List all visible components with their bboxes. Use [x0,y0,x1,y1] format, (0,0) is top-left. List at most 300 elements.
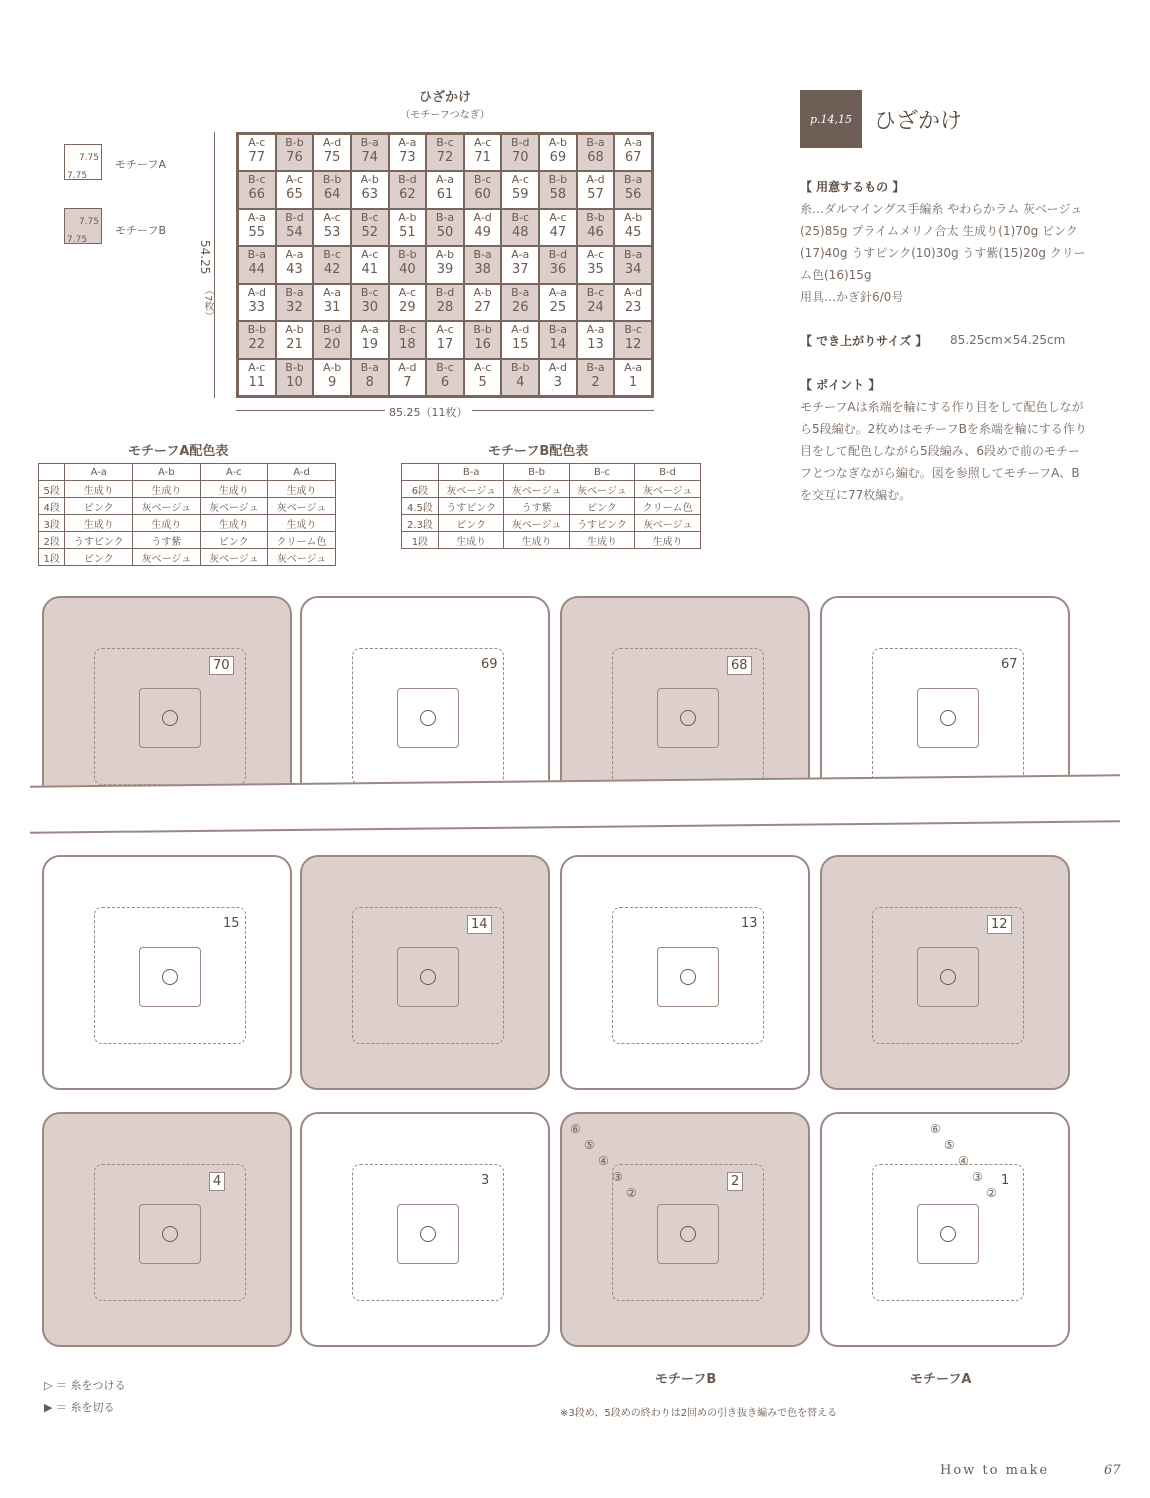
cell-number: 61 [436,187,454,203]
cell-type: B-b [473,323,492,337]
motif-number: 13 [738,915,761,932]
cell-number: 1 [629,374,638,390]
table-cell: 生成り [268,515,336,532]
grid-cell [426,171,464,208]
round-marker: ② [986,1186,997,1200]
round-marker: ③ [972,1170,983,1184]
cell-type: B-b [285,360,304,374]
grid-cell [464,359,502,396]
cell-number: 18 [399,337,416,353]
cell-number: 45 [624,224,642,240]
stitch-ring [680,969,696,985]
grid-cell [351,246,389,283]
table-cell: 灰ベージュ [504,481,569,498]
round-marker: ⑥ [570,1122,581,1136]
cell-type: B-d [285,210,304,224]
cell-number: 10 [286,374,303,390]
cell-type: B-b [548,173,568,187]
cell-type: B-b [322,173,342,187]
cell-type: B-d [322,323,342,337]
table-cell: ピンク [65,549,133,566]
grid-cell [426,359,464,396]
cell-number: 19 [361,337,378,353]
cell-number: 75 [323,150,341,165]
cell-type: A-d [624,285,643,299]
cell-type: B-b [247,323,267,337]
cell-number: 73 [399,150,416,165]
stitch-ring [940,969,956,985]
table-header: A-c [200,464,267,481]
grid-cell [238,359,276,396]
table-header: A-d [268,464,336,481]
stitch-ring [162,969,178,985]
cell-number: 37 [511,262,529,278]
grid-cell [577,171,615,208]
grid-cell [464,284,502,321]
cell-type: A-c [549,210,567,224]
cell-number: 17 [436,337,454,353]
grid-cell [539,284,577,321]
cell-number: 54 [286,224,303,240]
motif-b-chart [560,855,810,1090]
cell-number: 31 [323,299,341,315]
cell-type: A-c [361,248,379,262]
cell-type: B-a [360,360,379,374]
motif-a-chart [42,596,292,806]
cell-type: A-c [248,360,266,374]
table-header [39,464,65,481]
grid-cell [614,209,652,246]
cell-number: 4 [516,374,525,390]
cell-type: B-d [435,285,455,299]
cell-type: A-d [398,360,417,374]
table-cell: 生成り [200,481,267,498]
cell-number: 12 [624,337,642,353]
grid-cell [351,134,389,171]
cell-type: B-a [360,136,379,149]
cell-number: 34 [624,262,642,278]
table-cell: 灰ベージュ [268,549,336,566]
cell-number: 14 [549,337,567,353]
height-count: （7枚） [202,285,213,322]
cell-type: A-c [511,173,529,187]
table-cell: うす紫 [504,498,569,515]
materials-heading: 【 用意するもの 】 [800,180,905,194]
cell-number: 70 [511,150,529,165]
grid-cell [389,134,427,171]
grid-cell [614,359,652,396]
grid-cell [276,246,314,283]
grid-cell [539,171,577,208]
cell-type: A-b [473,285,492,299]
cell-type: B-d [398,173,417,187]
motif-number: 15 [220,915,243,932]
grid-cell [539,321,577,358]
table-header: A-a [65,464,133,481]
cell-type: B-a [285,285,304,299]
grid-cell [389,171,427,208]
cell-number: 50 [436,224,454,240]
grid-cell [351,359,389,396]
cell-number: 29 [399,299,416,315]
cell-type: B-b [285,136,304,149]
cell-type: B-c [398,323,417,337]
table-header: B-d [635,464,701,481]
table-cell: 灰ベージュ [569,481,635,498]
cell-type: A-c [398,285,416,299]
motif-a-chart [560,1112,810,1347]
cell-type: A-b [624,210,643,224]
stitch-ring [680,710,696,726]
cell-type: A-c [586,248,605,262]
motif-b-legend-label: モチーフB [115,224,166,237]
table-cell: 生成り [268,481,336,498]
cell-type: A-c [473,136,492,149]
stitch-ring [420,710,436,726]
cell-number: 9 [327,374,337,390]
table-cell: 灰ベージュ [635,515,701,532]
round-marker: ⑤ [944,1138,955,1152]
motif-number: 4 [209,1172,225,1191]
table-cell: うす紫 [133,532,200,549]
cell-number: 74 [361,150,378,165]
table-cell: 1段 [39,549,65,566]
table-cell: クリーム色 [268,532,336,549]
cell-type: B-b [586,210,605,224]
cell-type: B-a [624,248,643,262]
table-cell: 灰ベージュ [200,549,267,566]
cell-number: 44 [248,262,266,278]
table-cell: 6段 [402,481,439,498]
cell-type: B-d [548,248,568,262]
cell-number: 51 [399,224,416,240]
layout-subtitle: （モチーフつなぎ） [400,110,490,121]
cell-type: B-b [398,248,417,262]
table-header: A-b [133,464,200,481]
round-marker: ④ [598,1154,609,1168]
table-cell: 5段 [39,481,65,498]
stitch-ring [162,710,178,726]
cell-number: 27 [474,299,491,315]
table-a-title: モチーフA配色表 [128,444,229,459]
cell-number: 49 [474,224,491,240]
cell-type: A-c [285,173,304,187]
cell-number: 42 [323,262,341,278]
cell-number: 63 [361,187,378,203]
cell-number: 7 [403,374,412,390]
cell-number: 33 [248,299,266,315]
cell-type: A-d [322,136,342,149]
cell-number: 35 [587,262,604,278]
motif-b-chart [300,596,550,806]
stitch-ring [420,969,436,985]
cell-type: A-b [285,323,304,337]
table-cell: 生成り [133,515,200,532]
cell-type: A-c [436,323,454,337]
motif-number: 12 [987,915,1012,934]
cut-yarn-legend: ▶ ＝ 糸を切る [44,1401,115,1414]
motif-layout-grid [236,132,654,398]
table-cell: 生成り [635,532,701,549]
color-change-note: ※3段め、5段めの終わりは2回めの引き抜き編みで色を替える [560,1408,838,1419]
cell-number: 39 [436,262,454,278]
grid-cell [276,209,314,246]
cell-type: B-c [624,323,642,337]
table-cell: 3段 [39,515,65,532]
grid-cell [313,246,351,283]
materials-text: 糸…ダルマイングス手編糸 やわらかラム 灰ベージュ(25)85g プライムメリノ合太 生成り(1)70g ピンク(17)40g うすピンク(10)30g うす紫(15)20g クリーム色(16)15g [800,202,1086,282]
cell-type: A-d [586,173,605,187]
grid-cell [614,134,652,171]
motif-b-chart [42,855,292,1090]
grid-cell [577,321,615,358]
cell-type: A-a [247,210,266,224]
cell-number: 23 [624,299,642,315]
cell-number: 28 [436,299,454,315]
cell-type: B-a [586,360,605,374]
grid-cell [426,134,464,171]
round-marker: ⑥ [930,1122,941,1136]
cell-number: 16 [474,337,491,353]
cell-number: 3 [553,374,563,390]
color-table-b [401,463,701,549]
cell-number: 52 [361,224,378,240]
grid-cell [501,359,539,396]
cell-number: 6 [440,374,450,390]
cell-number: 69 [549,150,567,165]
motif-a-legend-label: モチーフA [115,158,166,171]
grid-cell [464,209,502,246]
motif-a-caption: モチーフA [910,1372,972,1387]
cell-type: B-c [436,360,454,374]
cell-type: A-d [511,323,530,337]
table-b-title: モチーフB配色表 [488,444,589,459]
size-heading: 【 でき上がりサイズ 】 [800,334,928,348]
cell-number: 66 [248,187,266,203]
grid-cell [238,284,276,321]
grid-cell [501,321,539,358]
table-cell: 4段 [39,498,65,515]
table-cell: うすピンク [65,532,133,549]
grid-cell [238,134,276,171]
cell-number: 46 [587,224,604,240]
grid-cell [614,284,652,321]
grid-cell [577,209,615,246]
table-cell: 生成り [438,532,504,549]
stitch-ring [420,1226,436,1242]
cell-type: A-d [548,360,568,374]
grid-cell [276,134,314,171]
cell-number: 56 [624,187,642,203]
cell-type: B-a [586,136,605,149]
table-header: B-c [569,464,635,481]
height-label: 54.25 [198,240,212,275]
cell-type: A-c [248,136,266,149]
grid-cell [351,321,389,358]
size-value: 85.25cm×54.25cm [950,333,1066,347]
motif-number: 67 [998,656,1021,673]
cell-type: A-a [586,323,605,337]
grid-cell [614,321,652,358]
grid-cell [501,284,539,321]
grid-cell [539,246,577,283]
cell-type: B-c [436,136,454,149]
cell-number: 22 [248,337,266,353]
cell-type: B-c [323,248,341,262]
table-header [402,464,439,481]
motif-b-legend-square: 7.75 7.75 [64,208,102,244]
table-cell: 2段 [39,532,65,549]
cell-type: B-a [435,210,455,224]
round-marker: ④ [958,1154,969,1168]
grid-cell [464,321,502,358]
grid-cell [426,284,464,321]
cell-number: 24 [587,299,604,315]
grid-cell [464,246,502,283]
grid-cell [238,171,276,208]
height-dimension-line [214,132,215,398]
cell-type: A-d [473,210,492,224]
grid-cell [539,209,577,246]
grid-cell [426,246,464,283]
cell-type: A-a [624,136,643,149]
cell-number: 25 [549,299,567,315]
cell-number: 38 [474,262,491,278]
table-cell: ピンク [65,498,133,515]
cell-type: B-c [586,285,605,299]
cell-number: 53 [323,224,341,240]
cell-number: 32 [286,299,303,315]
cell-type: B-a [247,248,266,262]
cell-number: 77 [248,150,266,165]
motif-a-chart [820,855,1070,1090]
grid-cell [276,171,314,208]
round-marker: ② [626,1186,637,1200]
table-cell: 灰ベージュ [133,498,200,515]
cell-type: A-a [398,136,417,149]
cell-type: A-a [548,285,567,299]
grid-cell [577,246,615,283]
table-cell: 4.5段 [402,498,439,515]
cell-type: B-c [360,285,379,299]
cell-number: 30 [361,299,378,315]
grid-cell [276,321,314,358]
cell-number: 41 [361,262,378,278]
cell-number: 55 [248,224,266,240]
cell-number: 72 [436,150,454,165]
grid-cell [238,321,276,358]
omission-break [30,774,1120,833]
attach-yarn-legend: ▷ ＝ 糸をつける [44,1379,126,1392]
table-cell: 灰ベージュ [438,481,504,498]
cell-number: 5 [478,374,487,390]
stitch-ring [940,1226,956,1242]
grid-cell [313,321,351,358]
table-cell: 生成り [504,532,569,549]
table-cell: 2.3段 [402,515,439,532]
cell-number: 13 [587,337,604,353]
cell-number: 57 [587,187,604,203]
grid-cell [539,359,577,396]
grid-cell [501,134,539,171]
table-cell: 生成り [133,481,200,498]
cell-type: A-c [323,210,341,224]
table-cell: 灰ベージュ [133,549,200,566]
motif-number: 68 [727,656,752,675]
cell-type: A-a [624,360,643,374]
grid-cell [464,134,502,171]
motif-number: 3 [478,1172,492,1189]
cell-number: 40 [399,262,416,278]
table-cell: 生成り [200,515,267,532]
motif-b-chart [300,1112,550,1347]
grid-cell [351,284,389,321]
cell-number: 71 [474,150,491,165]
cell-type: B-a [511,285,530,299]
motif-a-legend-square: 7.75 7.75 [64,144,102,180]
cell-type: B-a [624,173,643,187]
round-marker: ③ [612,1170,623,1184]
grid-cell [464,171,502,208]
cell-type: A-b [398,210,417,224]
cell-number: 11 [248,374,266,390]
grid-cell [389,246,427,283]
cell-type: B-a [473,248,492,262]
grid-cell [501,209,539,246]
cell-type: A-a [360,323,379,337]
cell-type: A-b [360,173,379,187]
grid-cell [539,134,577,171]
page-ref-badge: p.14,15 [800,90,862,148]
cell-number: 8 [365,374,374,390]
grid-cell [238,246,276,283]
round-marker: ⑤ [584,1138,595,1152]
motif-a-chart [300,855,550,1090]
cell-type: A-b [322,360,342,374]
table-cell: 灰ベージュ [504,515,569,532]
stitch-ring [162,1226,178,1242]
grid-cell [501,171,539,208]
points-text: モチーフAは糸端を輪にする作り目をして配色しながら5段編む。2枚めはモチーフBを糸端を輪にする作り目をして配色しながら5段編み、6段めで前のモチーフとつなぎながら編む。図を参照してモチーフA、Bを交互に77枚編む。 [800,400,1087,502]
cell-type: B-d [511,136,530,149]
cell-type: A-a [511,248,530,262]
table-cell: 生成り [65,481,133,498]
grid-cell [426,321,464,358]
tools-text: 用具…かぎ針6/0号 [800,290,904,304]
cell-number: 64 [323,187,341,203]
cell-type: A-a [323,285,342,299]
cell-number: 21 [286,337,303,353]
table-cell: 灰ベージュ [635,481,701,498]
cell-number: 43 [286,262,303,278]
cell-number: 62 [399,187,416,203]
grid-cell [577,359,615,396]
grid-cell [313,209,351,246]
cell-type: B-c [360,210,379,224]
cell-number: 2 [591,374,600,390]
table-cell: ピンク [438,515,504,532]
table-cell: ピンク [200,532,267,549]
grid-cell [389,284,427,321]
cell-type: B-a [548,323,568,337]
grid-cell [313,171,351,208]
cell-type: A-c [473,360,492,374]
cell-number: 36 [549,262,567,278]
page-number: 67 [1104,1463,1121,1478]
cell-number: 15 [511,337,529,353]
table-header: B-a [438,464,504,481]
motif-number: 2 [727,1172,743,1191]
